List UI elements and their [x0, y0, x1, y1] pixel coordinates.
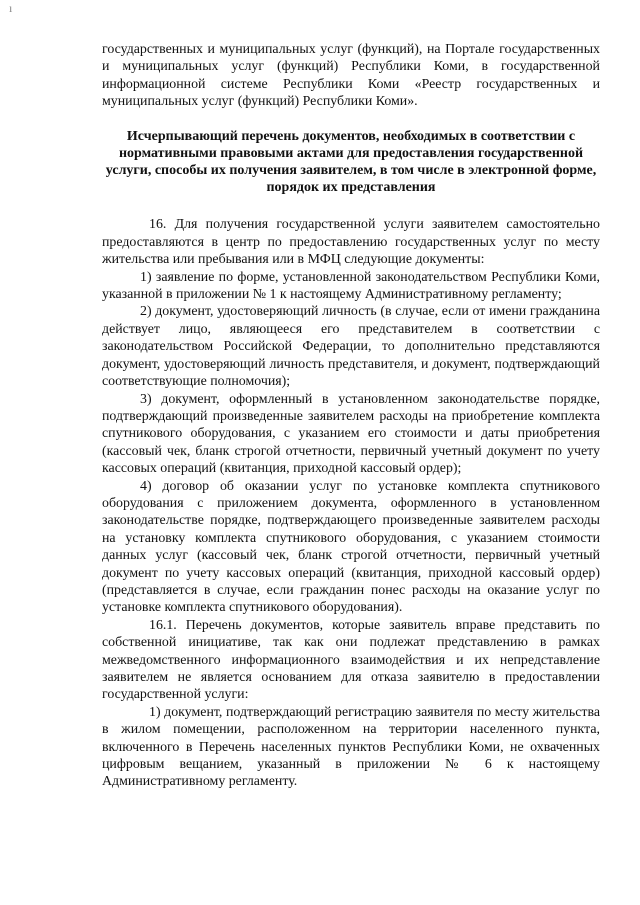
paragraph-16-1: 16.1. Перечень документов, которые заявитель вправе представить по собственной инициативе, так как они подлежат представлению в рамках межведомственного информационного взаимодействия и их непредставление заявителем не является основанием для отказа заявителю в предоставлении государственной услуги:	[102, 617, 600, 703]
paragraph-16: 16. Для получения государственной услуги заявителем самостоятельно предоставляются в центр по предоставлению государственных услуг по месту жительства или пребывания или в МФЦ следующие документы:	[102, 217, 600, 268]
list-item-16-1-1: 1) документ, подтверждающий регистрацию заявителя по месту жительства в жилом помещении, расположенном на территории населенного пункта, включенного в Перечень населенных пунктов Республики Коми, не охваченных цифровым вещанием, указанный в приложении № 6 к настоящему Административному регламенту.	[102, 704, 600, 790]
section-heading: Исчерпывающий перечень документов, необходимых в соответствии с нормативными правовыми актами для предоставления государственной услуги, способы их получения заявителем, в том числе в электронной форме, порядок их представления	[105, 128, 597, 196]
list-item-1: 1) заявление по форме, установленной законодательством Республики Коми, указанной в приложении № 1 к настоящему Административному регламенту;	[102, 269, 600, 303]
list-item-3: 3) документ, оформленный в установленном законодательстве порядке, подтверждающий произведенные заявителем расходы на приобретение комплекта спутникового оборудования, с указанием его стоимости и даты приобретения (кассовый чек, бланк строгой отчетности, первичный учетный документ по учету кассовых операций (квитанция, приходной кассовый ордер);	[102, 391, 600, 477]
corner-mark: ı	[9, 1, 13, 15]
list-item-4: 4) договор об оказании услуг по установке комплекта спутникового оборудования с приложением документа, оформленного в установленном законодательстве порядке, подтверждающего произведенные заявителем расходы на установку комплекта спутникового оборудования, с указанием стоимости данных услуг (кассовый чек, бланк строгой отчетности, первичный учетный документ по учету кассовых операций (квитанция, приходной кассовый ордер) (представляется в случае, если гражданин понес расходы на оказание услуг по установке комплекта спутникового оборудования).	[102, 478, 600, 616]
list-item-2: 2) документ, удостоверяющий личность (в случае, если от имени гражданина действует лицо, являющееся его представителем в соответствии с законодательством Российской Федерации, то дополнительно представляются документ, удостоверяющий личность представителя, и документ, подтверждающий соответствующие полномочия);	[102, 304, 600, 390]
intro-paragraph: государственных и муниципальных услуг (функций), на Портале государственных и муниципальных услуг (функций) Республики Коми, в государственной информационной системе Республики Коми «Реестр государственных и муниципальных услуг (функций) Республики Коми».	[102, 42, 600, 110]
text-column	[102, 41, 600, 791]
